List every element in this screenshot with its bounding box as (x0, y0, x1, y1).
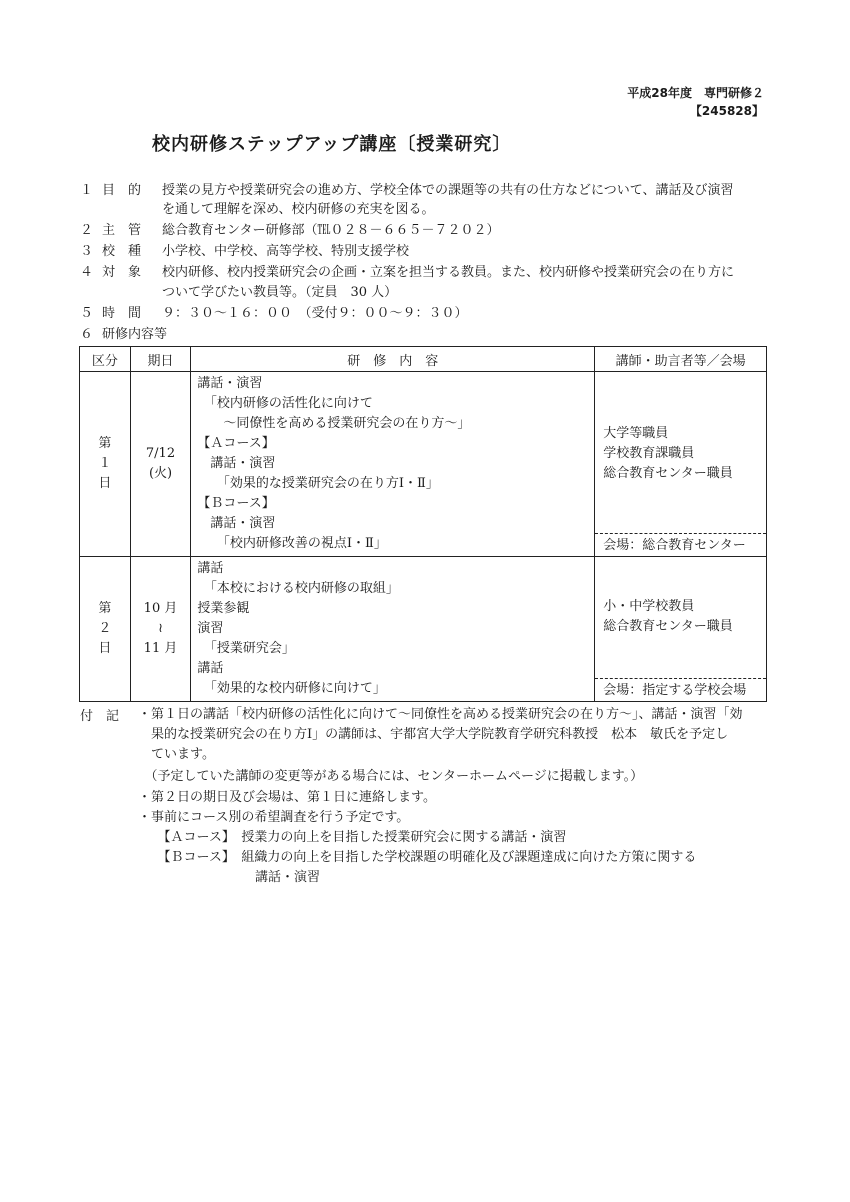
header-division: 区分 (80, 347, 131, 372)
item-school-type (80, 242, 154, 261)
item-text: 校内研修、校内授業研究会の企画・立案を担当する教員。また、校内研修や授業研究会の在り方に (162, 265, 735, 280)
note-line: ・第２日の期日及び会場は、第１日に連絡します。 (138, 790, 436, 805)
item-number: ２ (80, 223, 94, 238)
note-line: 【Ｂコース】 組織力の向上を目指した学校課題の明確化及び課題達成に向けた方策に関する (138, 850, 697, 865)
item-number: ６ (80, 327, 94, 342)
header-course-code: 平成28年度 専門研修２ (627, 86, 764, 100)
note-line: （予定していた講師の変更等がある場合には、センターホームページに掲載します。） (138, 769, 644, 784)
item-text: 総合教育センター研修部（℡０２８－６６５－７２０２） (162, 223, 500, 238)
venue-label: 会場：指定する学校会場 (595, 678, 766, 701)
item-number: ３ (80, 244, 94, 259)
item-text: 小学校、中学校、高等学校、特別支援学校 (162, 244, 410, 259)
note-line: 【Ａコース】 授業力の向上を目指した授業研究会に関する講話・演習 (138, 830, 567, 845)
day-cell: 第 ２ 日 (80, 557, 131, 702)
schedule-table (79, 346, 767, 702)
header-lecturer: 講師・助言者等／会場 (595, 347, 767, 372)
header-course-number: 【245828】 (689, 104, 764, 118)
item-number: １ (80, 183, 94, 198)
notes-heading: 付 記 (80, 709, 120, 724)
table-row (80, 372, 767, 557)
page-title: 校内研修ステップアップ講座〔授業研究〕 (152, 134, 512, 155)
header-date: 期日 (130, 347, 191, 372)
item-text: ついて学びたい教員等。（定員 30 人） (162, 285, 398, 300)
note-line: ・事前にコース別の希望調査を行う予定です。 (138, 810, 410, 825)
item-label: 目 的 (102, 183, 142, 198)
day-cell: 第 １ 日 (80, 372, 131, 557)
note-line: 果的な授業研究会の在り方Ⅰ」の講師は、宇都宮大学大学院教育学研究科教授 松本 敏氏を予定し (138, 727, 729, 742)
table-row (80, 557, 767, 702)
item-label: 校 種 (102, 244, 142, 259)
venue-label: 会場：総合教育センター (595, 533, 766, 556)
lecturer-cell: 大学等職員 学校教育課職員 総合教育センター職員 会場：総合教育センター (595, 372, 767, 557)
item-host (80, 221, 154, 240)
date-cell: 10 月 ≀ 11 月 (130, 557, 191, 702)
note-line: ・第１日の講話「校内研修の活性化に向けて～同僚性を高める授業研究会の在り方～」、講話・演習「効 (138, 707, 743, 722)
note-line: ています。 (138, 747, 215, 762)
item-contents (80, 325, 168, 344)
table-header-row (80, 347, 767, 372)
item-label: 時 間 (102, 306, 142, 321)
item-target (80, 263, 154, 282)
item-label: 研修内容等 (102, 327, 168, 342)
content-cell: 講話・演習 「校内研修の活性化に向けて ～同僚性を高める授業研究会の在り方～」 【Ａコース】 講話・演習 「効果的な授業研究会の在り方Ⅰ・Ⅱ」 【Ｂコース】 講話・演習 「校内研修改善の視点Ⅰ・Ⅱ」 (191, 372, 595, 557)
header-content: 研 修 内 容 (191, 347, 595, 372)
content-cell: 講話 「本校における校内研修の取組」 授業参観 演習 「授業研究会」 講話 「効果的な校内研修に向けて」 (191, 557, 595, 702)
lecturer-cell: 小・中学校教員 総合教育センター職員 会場：指定する学校会場 (595, 557, 767, 702)
item-purpose (80, 181, 154, 200)
item-number: ５ (80, 306, 94, 321)
note-line: 講話・演習 (138, 870, 321, 885)
item-label: 主 管 (102, 223, 142, 238)
item-text: 授業の見方や授業研究会の進め方、学校全体での課題等の共有の仕方などについて、講話及び演習 (162, 183, 734, 198)
item-time (80, 304, 154, 323)
item-label: 対 象 (102, 265, 142, 280)
item-text: ９：３０～１６：００ （受付９：００～９：３０） (162, 306, 468, 321)
date-cell: 7/12 (火) (130, 372, 191, 557)
item-number: ４ (80, 265, 94, 280)
item-text: を通して理解を深め、校内研修の充実を図る。 (162, 202, 435, 217)
